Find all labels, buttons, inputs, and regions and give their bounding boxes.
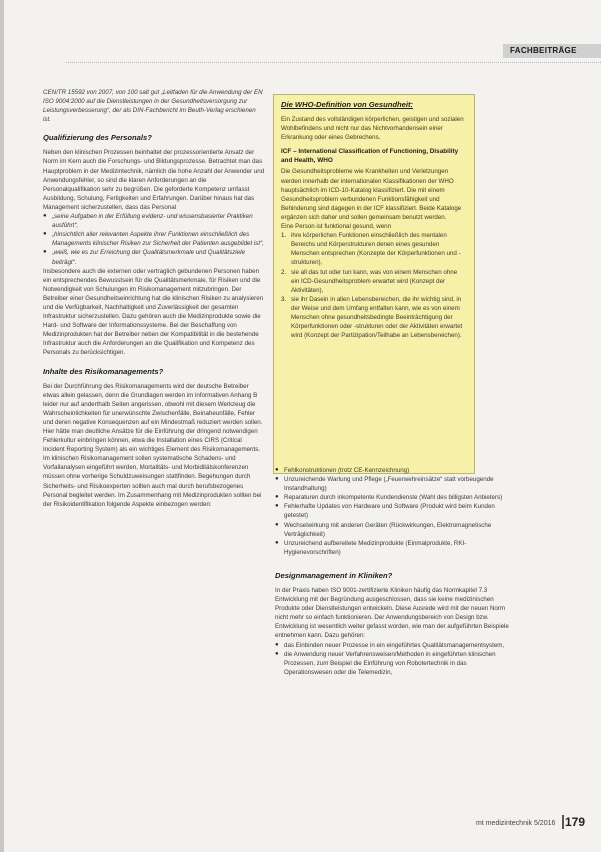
box-paragraph: Die Gesundheitsprobleme wie Krankheiten und Verletzungen werden innerhalb der internationalen Klassifikationen der WHO hauptsächlich im ICD-10-Katalog klassifiziert. Die mit einem Gesundheitsproblem verbundenen Funktionsfähigkeit und Behinderung sind dagegen in der ICF klassifiziert. Beide Kataloge ergänzen sich daher und sollen gemeinsam benutzt werden. — [281, 168, 462, 221]
numbered-item — [281, 295, 467, 340]
bullet-list-risk-aspects — [275, 466, 511, 557]
list-item: ● „hinsichtlich aller relevanten Aspekte ihrer Funktionen einschließlich des Managements klinischer Risiken zur Sicherheit der Patienten ausgebildet ist“, — [43, 230, 265, 248]
box-title: Die WHO-Definition von Gesundheit: — [281, 100, 414, 109]
box-paragraph: Eine Person ist funktional gesund, wenn — [281, 223, 392, 231]
section-tag: FACHBEITRÄGE — [510, 46, 577, 55]
intro-paragraph: CEN/TR 15592 von 2007, von 100 salt gut „Leitfaden für die Anwendung der EN ISO 9004:2000 auf die Dienstleistungen in der Gesundheitsversorgung zur Leistungsverbesserung“, der als DIN-Fachbericht im Beuth-Verlag erschienen ist. — [43, 89, 263, 124]
numbered-item-text: ihre körperlichen Funktionen einschließlich des mentalen Bereichs und Körperstrukturen denen eines gesunden Menschen entsprechen (Konzepte der Körperfunktionen und -strukturen), — [291, 232, 461, 267]
box-numbered-list — [281, 231, 467, 340]
heading-design-management: Designmanagement in Kliniken? — [275, 570, 393, 580]
box-subheading: ICF – International Classification of Functioning, Disability and Health, WHO — [281, 148, 459, 164]
footer-journal: mt medizintechnik 5/2016 — [476, 820, 556, 827]
left-column — [43, 88, 265, 509]
list-item: ● „weiß, wie es zur Erreichung der Qualitätsmerkmale und Qualitätsziele beiträgt“. — [43, 248, 265, 266]
header-rule — [66, 62, 601, 63]
numbered-item-text: sie all das tut oder tun kann, was von einem Menschen ohne ein ICD-Gesundheitsproblem erwartet wird (Konzept der Aktivitäten), — [291, 268, 458, 294]
list-item: ● „seine Aufgaben in der Erfüllung evidenz- und wissensbasierter Praktiken ausführt“, — [43, 212, 265, 230]
list-item: ● Wechselwirkung mit anderen Geräten (Rückwirkungen, Elektromagnetische Verträglichkeit) — [275, 521, 511, 539]
paragraph-risk-management: Bei der Durchführung des Risikomanagements wird der deutsche Betreiber etwas allein gelassen, denn die Grundlagen werden im informativen Anhang B leider nur auf anderthalb Seiten angerissen, obwohl mit diesem Werkzeug die Wahrscheinlichkeiten für unerwünschte Zwischenfälle, Beinaheunfälle, Fehler und deren negative Konsequenzen auf ein Mindestmaß reduziert werden sollen. Hier hätte man deutliche Ansätze für die Einführung der dringend notwendigen Fehlerkultur einbringen können, etwa die Installation eines CIRS (Critical Incident Reporting System) als ein wichtiges Element des Risikomanagements. — [43, 382, 263, 454]
bullet-list-personnel — [43, 212, 265, 267]
page-edge — [0, 0, 4, 852]
numbered-item-text: sie ihr Dasein in allen Lebensbereichen, die ihr wichtig sind, in der Weise und dem Umfang entfalten kann, wie es von einem Menschen ohne gesundheitsbedingte Beeinträchtigung der Körperfunktionen oder -strukturen oder der Aktivitäten erwartet wird (Konzept der Partizipation/Teilhabe an Lebensbereichen). — [291, 295, 463, 340]
heading-qualification: Qualifizierung des Personals? — [43, 133, 152, 143]
paragraph-clinical-risk: Im klinischen Risikomanagement sollen systematische Schadens- und Vorfallanalysen eingeführt werden, Mortalitäts- und Morbiditätskonferenzen müssen ohne vorherige Schuldzuweisungen stattfinden. Begehungen durch Sicherheits- und Risikoexperten sollten auch mal durch berufsbezogenes Personal begleitet werden. Im Zusammenhang mit Medizinprodukten sollten bei der Risikoidentifikation folgende Aspekte einbezogen werden: — [43, 455, 262, 508]
list-item: ● das Einbinden neuer Prozesse in ein eingeführtes Qualitätsmanagementsystem, — [275, 641, 511, 650]
bullet-list-design-examples — [275, 641, 511, 677]
list-item: ● Fehlerhafte Updates von Hardware und Software (Produkt wird beim Kunden getestet) — [275, 502, 511, 520]
page-number: 179 — [565, 815, 586, 829]
numbered-item — [281, 231, 467, 267]
heading-risk-management: Inhalte des Risikomanagements? — [43, 366, 164, 376]
list-item: ● Unzureichend aufbereitete Medizinprodukte (Einmalprodukte, RKI-Hygienevorschriften) — [275, 539, 511, 557]
paragraph-design-management: In der Praxis haben ISO 9001-zertifizierte Kliniken häufig das Normkapitel 7.3 Entwicklung mit der Begründung ausgeschlossen, dass sie keine medizinischen Produkte oder Dienstleistungen entwickeln. Diese Ausrede wird mit der neuen Norm nicht mehr so einfach funktionieren. Der Anwendungsbereich von Design bzw. Entwicklung ist wesentlich weiter gefasst worden, wie man der aufgeführten Beispiele entnehmen kann. Dazu gehören: — [275, 586, 509, 640]
who-definition-box — [273, 94, 475, 474]
list-item: ● die Anwendung neuer Verfahrensweisen/Methoden in eingeführten klinischen Prozessen, zum Beispiel die Einführung von Robotertechnik in das Operationswesen oder die Telemedizin, — [275, 650, 511, 677]
footer-divider — [562, 815, 564, 829]
paragraph-qualification: Neben den klinischen Prozessen beinhaltet der prozessorientierte Ansatz der Norm im Kern auch die Forschungs- und Bildungsprozesse. Betrachtet man das Hauptproblem in der Medizintechnik, nämlich die hohe Anzahl der Anwender und Anwendungsfehler, so sind die klaren Anforderungen an die Personalqualifikation sehr zu begrüßen. Die geforderte Kompetenz umfasst Ausbildung, Schulung, Fertigkeiten und Erfahrungen. Darüber hinaus hat das Management sicherzustellen, dass das Personal — [43, 149, 265, 211]
box-paragraph: Ein Zustand des vollständigen körperlichen, geistigen und sozialen Wohlbefindens und nicht nur das Nichtvorhandensein einer Erkrankung oder eines Gebrechens. — [281, 116, 464, 142]
list-item: ● Reparaturen durch inkompetente Kundendienste (Wahl des billigsten Anbieters) — [275, 493, 511, 502]
paragraph-external-staff: Insbesondere auch die externen oder vertraglich gebundenen Personen haben ein entsprechendes Bewusstsein für die Qualitätsmerkmale, für Risiken und die Notwendigkeit von Schulungen im Risikomanagement mitzubringen. Der Betreiber einer Gesundheitseinrichtung hat die klinischen Risiken zu analysieren und die Verfügbarkeit, Nachhaltigkeit und Zuverlässigkeit der gesamten Infrastruktur sicherzustellen. Dazu gehören auch die Medizinprodukte sowie die Hard- und Software der Informationssysteme. Bei der Beschaffung von Medizinprodukten hat der Betreiber neben der Kompatibilität in die bestehende Infrastruktur auch die Anforderungen an die Qualifikation und Kompetenz des Personals zu berücksichtigen. — [43, 267, 264, 357]
list-item: ● Fehlkonstruktionen (trotz CE-Kennzeichnung) — [275, 466, 511, 475]
right-column — [275, 466, 511, 677]
numbered-item — [281, 268, 467, 295]
list-item: ● Unzureichende Wartung und Pflege („Feuerwehreinsätze“ statt vorbeugende Instandhaltung) — [275, 475, 511, 493]
